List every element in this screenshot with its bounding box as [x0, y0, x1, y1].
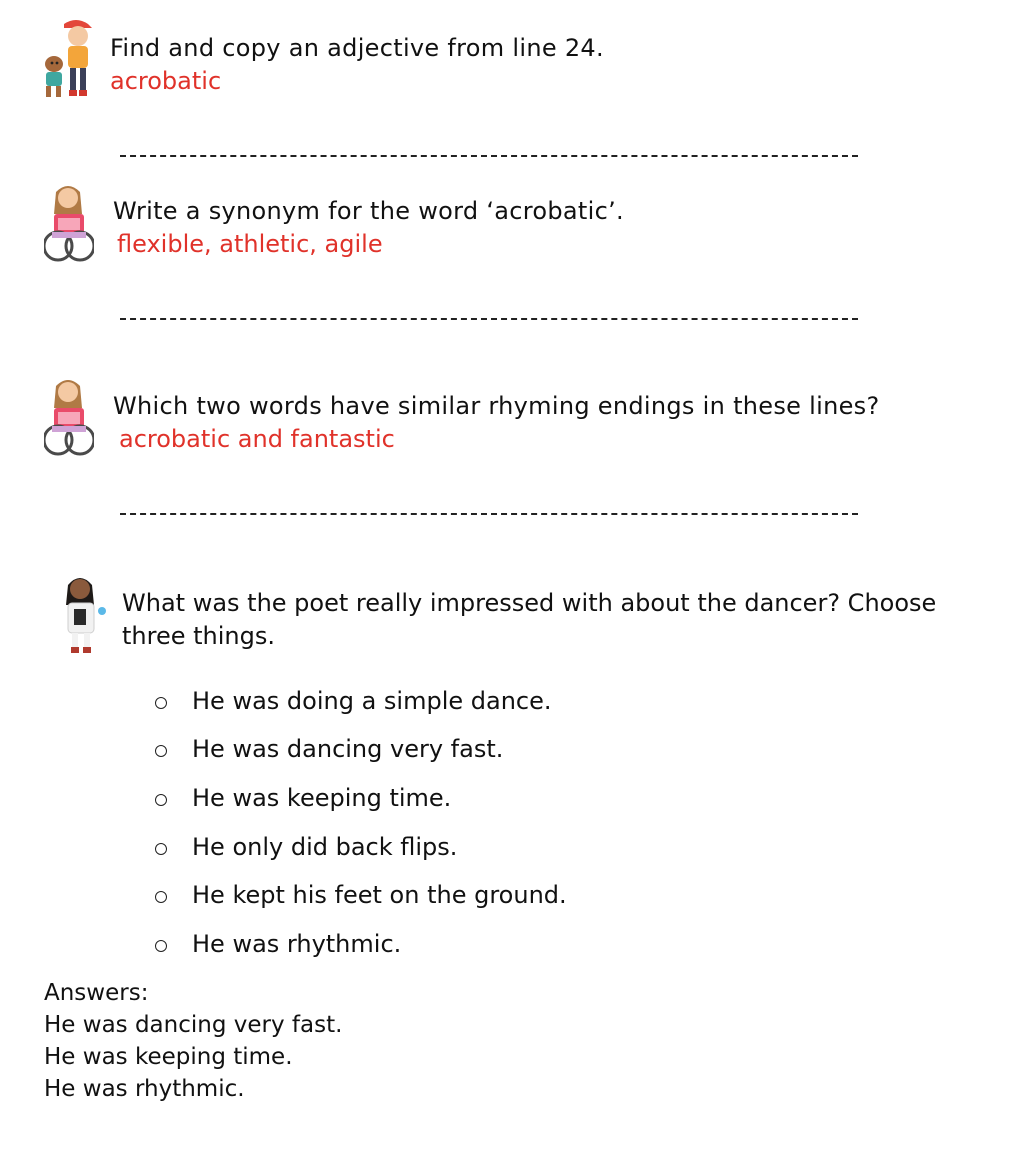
question-3-answer: acrobatic and fantastic: [119, 425, 395, 453]
option-bullet[interactable]: [155, 794, 167, 806]
answer-line: [120, 155, 858, 157]
question-2-text: Write a synonym for the word ‘acrobatic’.: [113, 197, 624, 225]
option-bullet[interactable]: [155, 697, 167, 709]
option-bullet[interactable]: [155, 843, 167, 855]
option-6[interactable]: He was rhythmic.: [192, 930, 402, 958]
question-1-text: Find and copy an adjective from line 24.: [110, 34, 604, 62]
girl-in-wheelchair-reading-icon: [44, 374, 94, 456]
option-bullet[interactable]: [155, 745, 167, 757]
answer-line-2: He was keeping time.: [44, 1044, 293, 1070]
answer-line-3: He was rhythmic.: [44, 1076, 245, 1102]
answer-line: [120, 318, 858, 320]
answers-label: Answers:: [44, 980, 149, 1006]
option-2[interactable]: He was dancing very fast.: [192, 735, 504, 763]
answer-line: [120, 513, 858, 515]
answer-line-1: He was dancing very fast.: [44, 1012, 343, 1038]
option-bullet[interactable]: [155, 940, 167, 952]
girl-scientist-icon: [62, 571, 110, 655]
question-2-answer: flexible, athletic, agile: [117, 230, 383, 258]
option-5[interactable]: He kept his feet on the ground.: [192, 881, 567, 909]
option-bullet[interactable]: [155, 891, 167, 903]
question-4-text: What was the poet really impressed with about the dancer? Choose three things.: [122, 589, 937, 650]
option-3[interactable]: He was keeping time.: [192, 784, 452, 812]
girl-in-wheelchair-reading-icon: [44, 180, 94, 262]
boy-with-dog-icon: [42, 16, 94, 100]
question-1-answer: acrobatic: [110, 67, 222, 95]
question-3-text: Which two words have similar rhyming endings in these lines?: [113, 392, 880, 420]
option-1[interactable]: He was doing a simple dance.: [192, 687, 552, 715]
option-4[interactable]: He only did back flips.: [192, 833, 458, 861]
